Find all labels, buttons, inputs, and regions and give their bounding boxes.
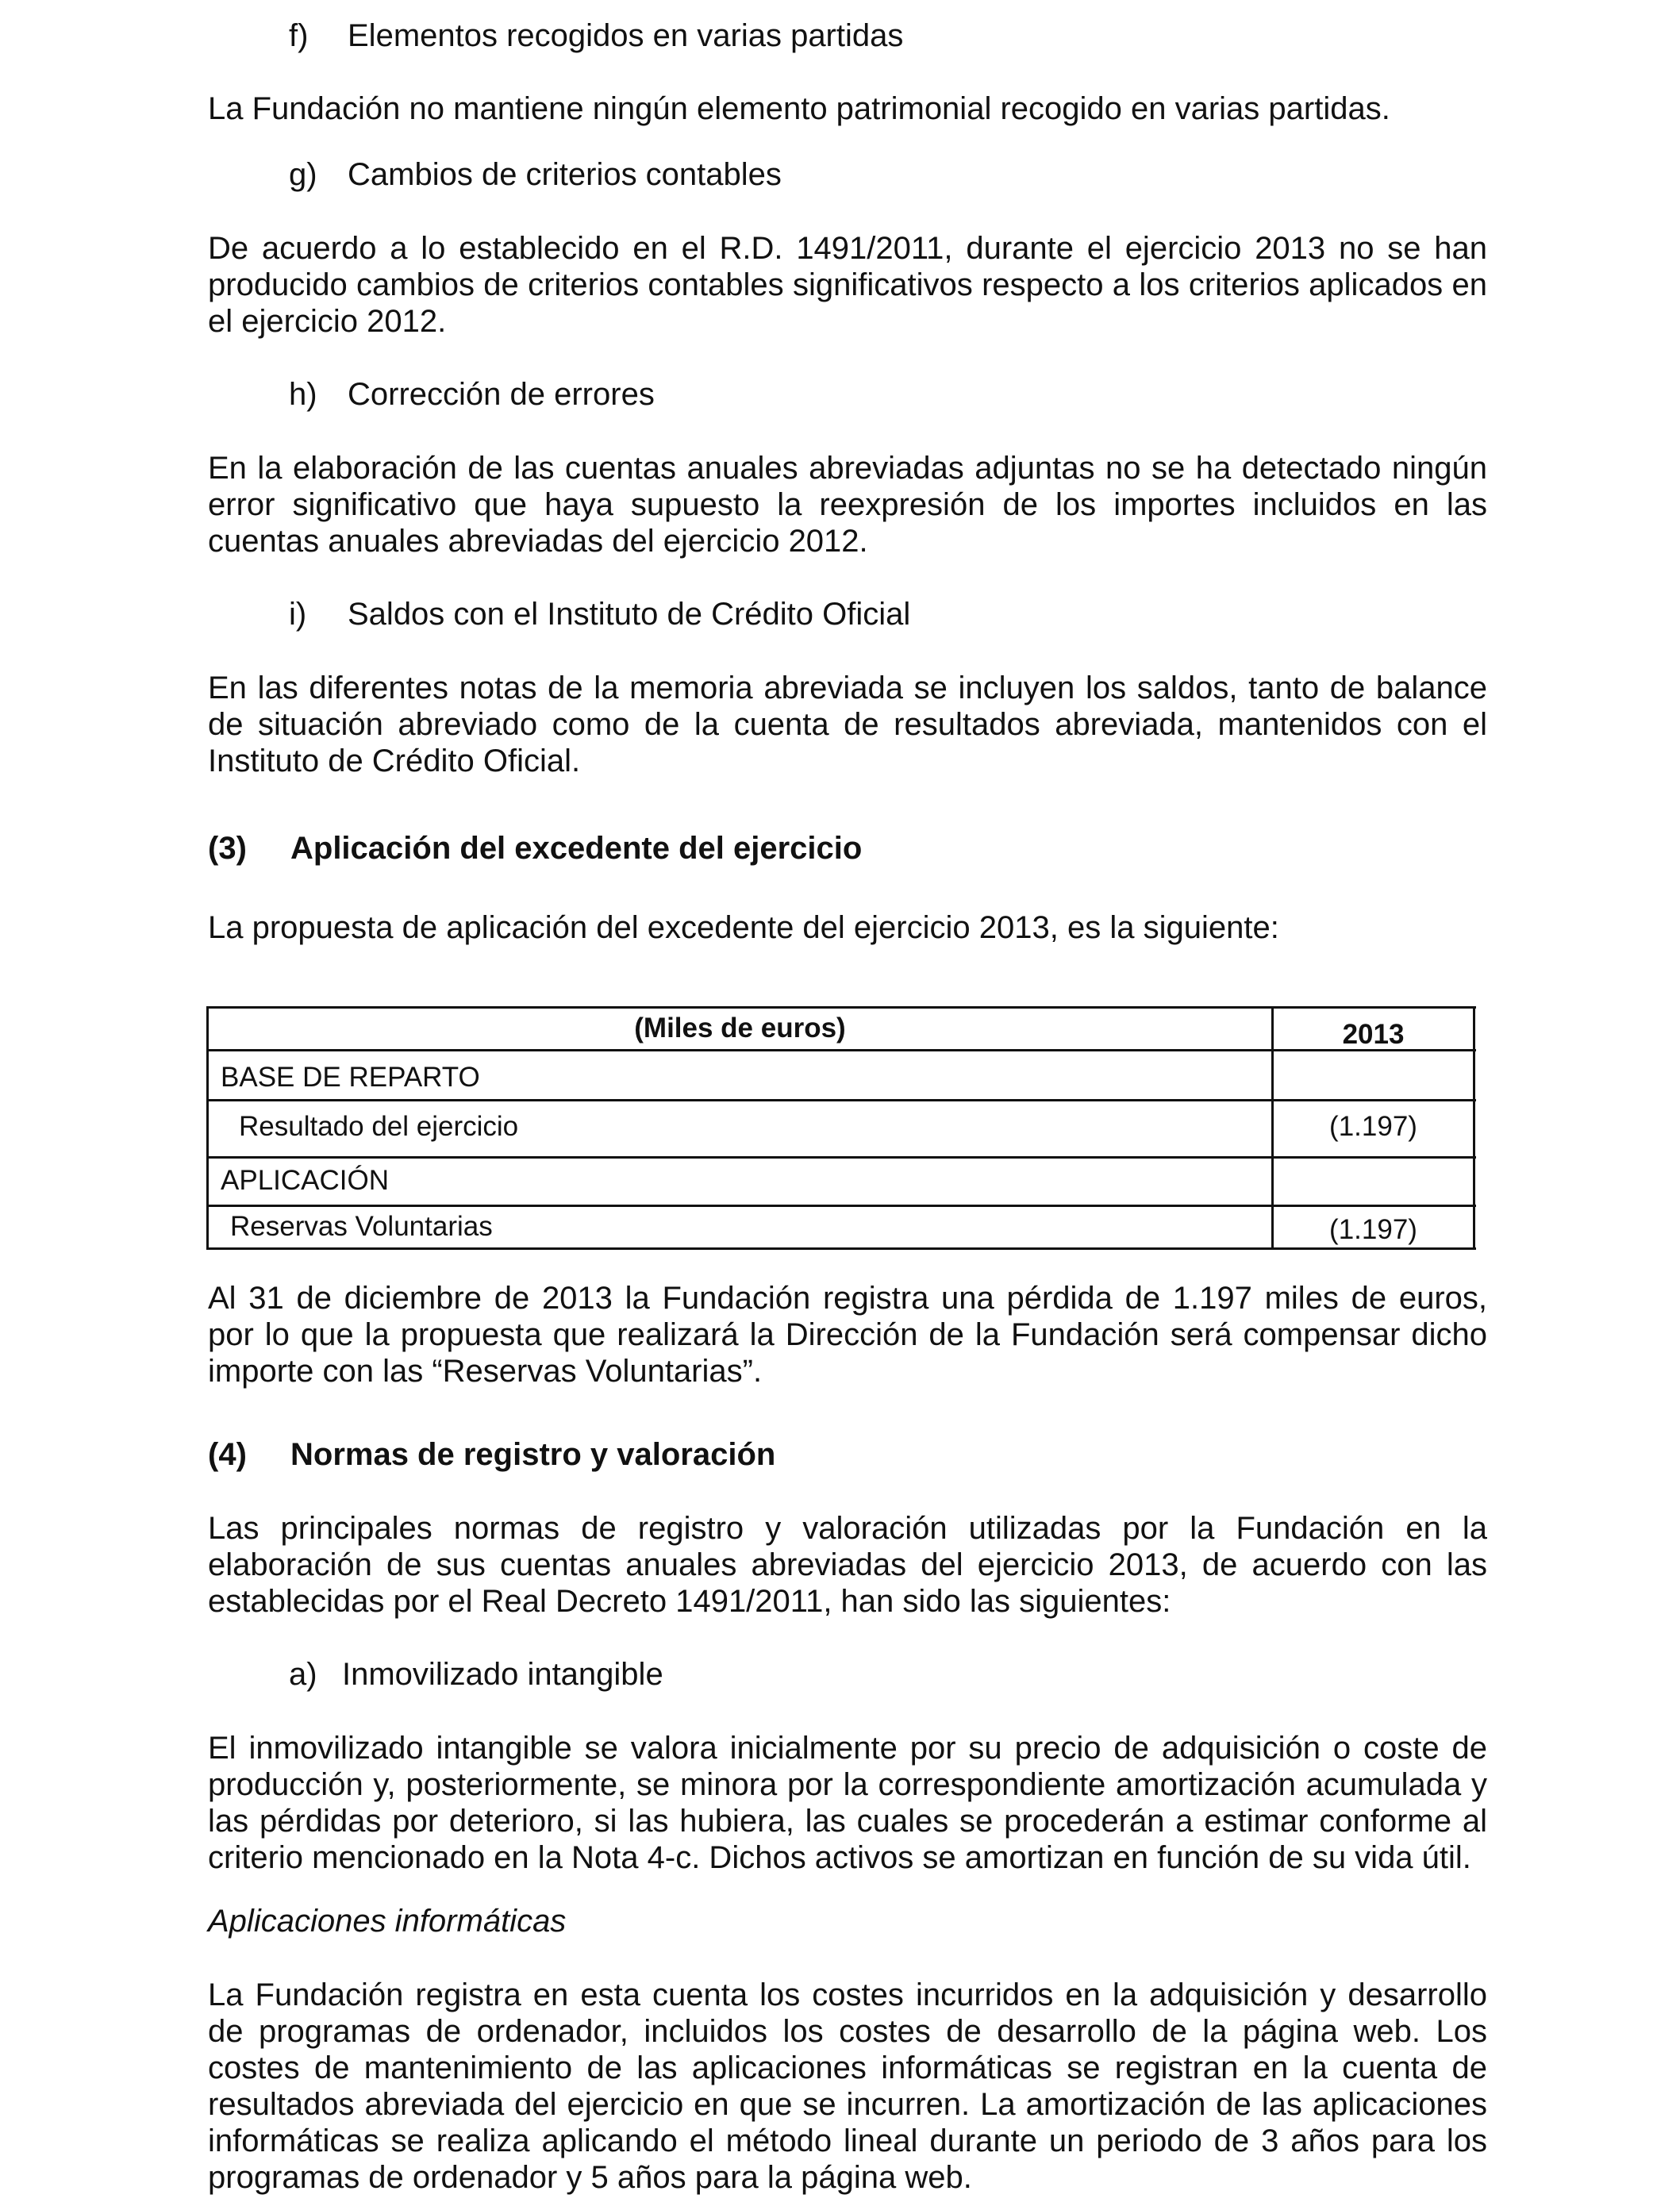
table-border bbox=[206, 1247, 1476, 1250]
paragraph-applications: La Fundación registra en esta cuenta los costes incurridos en la adquisición y desarrollo de programas de ordenador, incluidos los costes de desarrollo de la página web. Los costes de mantenimiento de las aplicaciones informáticas se registran en la cuenta de resultados abreviada del ejercicio en que se incurren. La amortización de las aplicaciones informáticas se realiza aplicando el método lineal durante un periodo de 3 años para los programas de ordenador y 5 años para la página web. bbox=[208, 1977, 1487, 2195]
table-border bbox=[206, 1099, 1476, 1101]
table-row-value: (1.197) bbox=[1329, 1111, 1417, 1142]
table-row-label: BASE DE REPARTO bbox=[221, 1062, 480, 1093]
paragraph-f: La Fundación no mantiene ningún elemento patrimonial recogido en varias partidas. bbox=[208, 91, 1390, 126]
table-border bbox=[206, 1205, 1476, 1207]
section-3-intro: La propuesta de aplicación del excedente del ejercicio 2013, es la siguiente: bbox=[208, 910, 1279, 945]
table-row-label: Reservas Voluntarias bbox=[230, 1211, 493, 1242]
subsection-letter: g) bbox=[289, 157, 317, 192]
table-border bbox=[1473, 1006, 1475, 1250]
table-row-label: Resultado del ejercicio bbox=[239, 1111, 519, 1142]
table-header-label: (Miles de euros) bbox=[634, 1013, 846, 1044]
table-row-label: APLICACIÓN bbox=[221, 1165, 389, 1196]
table-row-value: (1.197) bbox=[1329, 1214, 1417, 1245]
subsection-title: Elementos recogidos en varias partidas bbox=[348, 18, 904, 53]
subsection-title: Corrección de errores bbox=[348, 377, 655, 412]
section-4-intro: Las principales normas de registro y valoración utilizadas por la Fundación en la elaboración de sus cuentas anuales abreviadas del ejercicio 2013, de acuerdo con las establecidas por el Real Decreto 1491/2011, han sido las siguientes: bbox=[208, 1511, 1487, 1619]
paragraph-i: En las diferentes notas de la memoria abreviada se incluyen los saldos, tanto de balance de situación abreviado como de la cuenta de resultados abreviada, mantenidos con el Instituto de Crédito Oficial. bbox=[208, 671, 1487, 778]
subsection-title: Saldos con el Instituto de Crédito Oficial bbox=[348, 597, 911, 632]
subsection-title: Inmovilizado intangible bbox=[342, 1657, 663, 1692]
paragraph-g: De acuerdo a lo establecido en el R.D. 1491/2011, durante el ejercicio 2013 no se han producido cambios de criterios contables significativos respecto a los criterios aplicados en el ejercicio 2012. bbox=[208, 231, 1487, 339]
paragraph-a: El inmovilizado intangible se valora inicialmente por su precio de adquisición o coste de producción y, posteriormente, se minora por la correspondiente amortización acumulada y las pérdidas por deterioro, si las hubiera, las cuales se procederán a estimar conforme al criterio mencionado en la Nota 4-c. Dichos activos se amortizan en función de su vida útil. bbox=[208, 1731, 1487, 1875]
paragraph-h: En la elaboración de las cuentas anuales abreviadas adjuntas no se ha detectado ningún error significativo que haya supuesto la reexpresión de los importes incluidos en las cuentas anuales abreviadas del ejercicio 2012. bbox=[208, 451, 1487, 559]
subsection-letter: i) bbox=[289, 597, 307, 632]
italic-subheading: Aplicaciones informáticas bbox=[208, 1904, 567, 1939]
subsection-letter: f) bbox=[289, 18, 309, 53]
subsection-letter: a) bbox=[289, 1657, 317, 1692]
table-border bbox=[206, 1156, 1476, 1159]
subsection-title: Cambios de criterios contables bbox=[348, 157, 782, 192]
section-title: Normas de registro y valoración bbox=[290, 1437, 776, 1472]
subsection-letter: h) bbox=[289, 377, 317, 412]
table-header-year: 2013 bbox=[1342, 1019, 1405, 1050]
section-title: Aplicación del excedente del ejercicio bbox=[290, 831, 863, 866]
section-3-after-table: Al 31 de diciembre de 2013 la Fundación registra una pérdida de 1.197 miles de euros, por lo que la propuesta que realizará la Dirección de la Fundación será compensar dicho importe con las “Reservas Voluntarias”. bbox=[208, 1281, 1487, 1389]
section-number: (3) bbox=[208, 831, 247, 866]
table-border bbox=[206, 1006, 1476, 1009]
section-number: (4) bbox=[208, 1437, 247, 1472]
